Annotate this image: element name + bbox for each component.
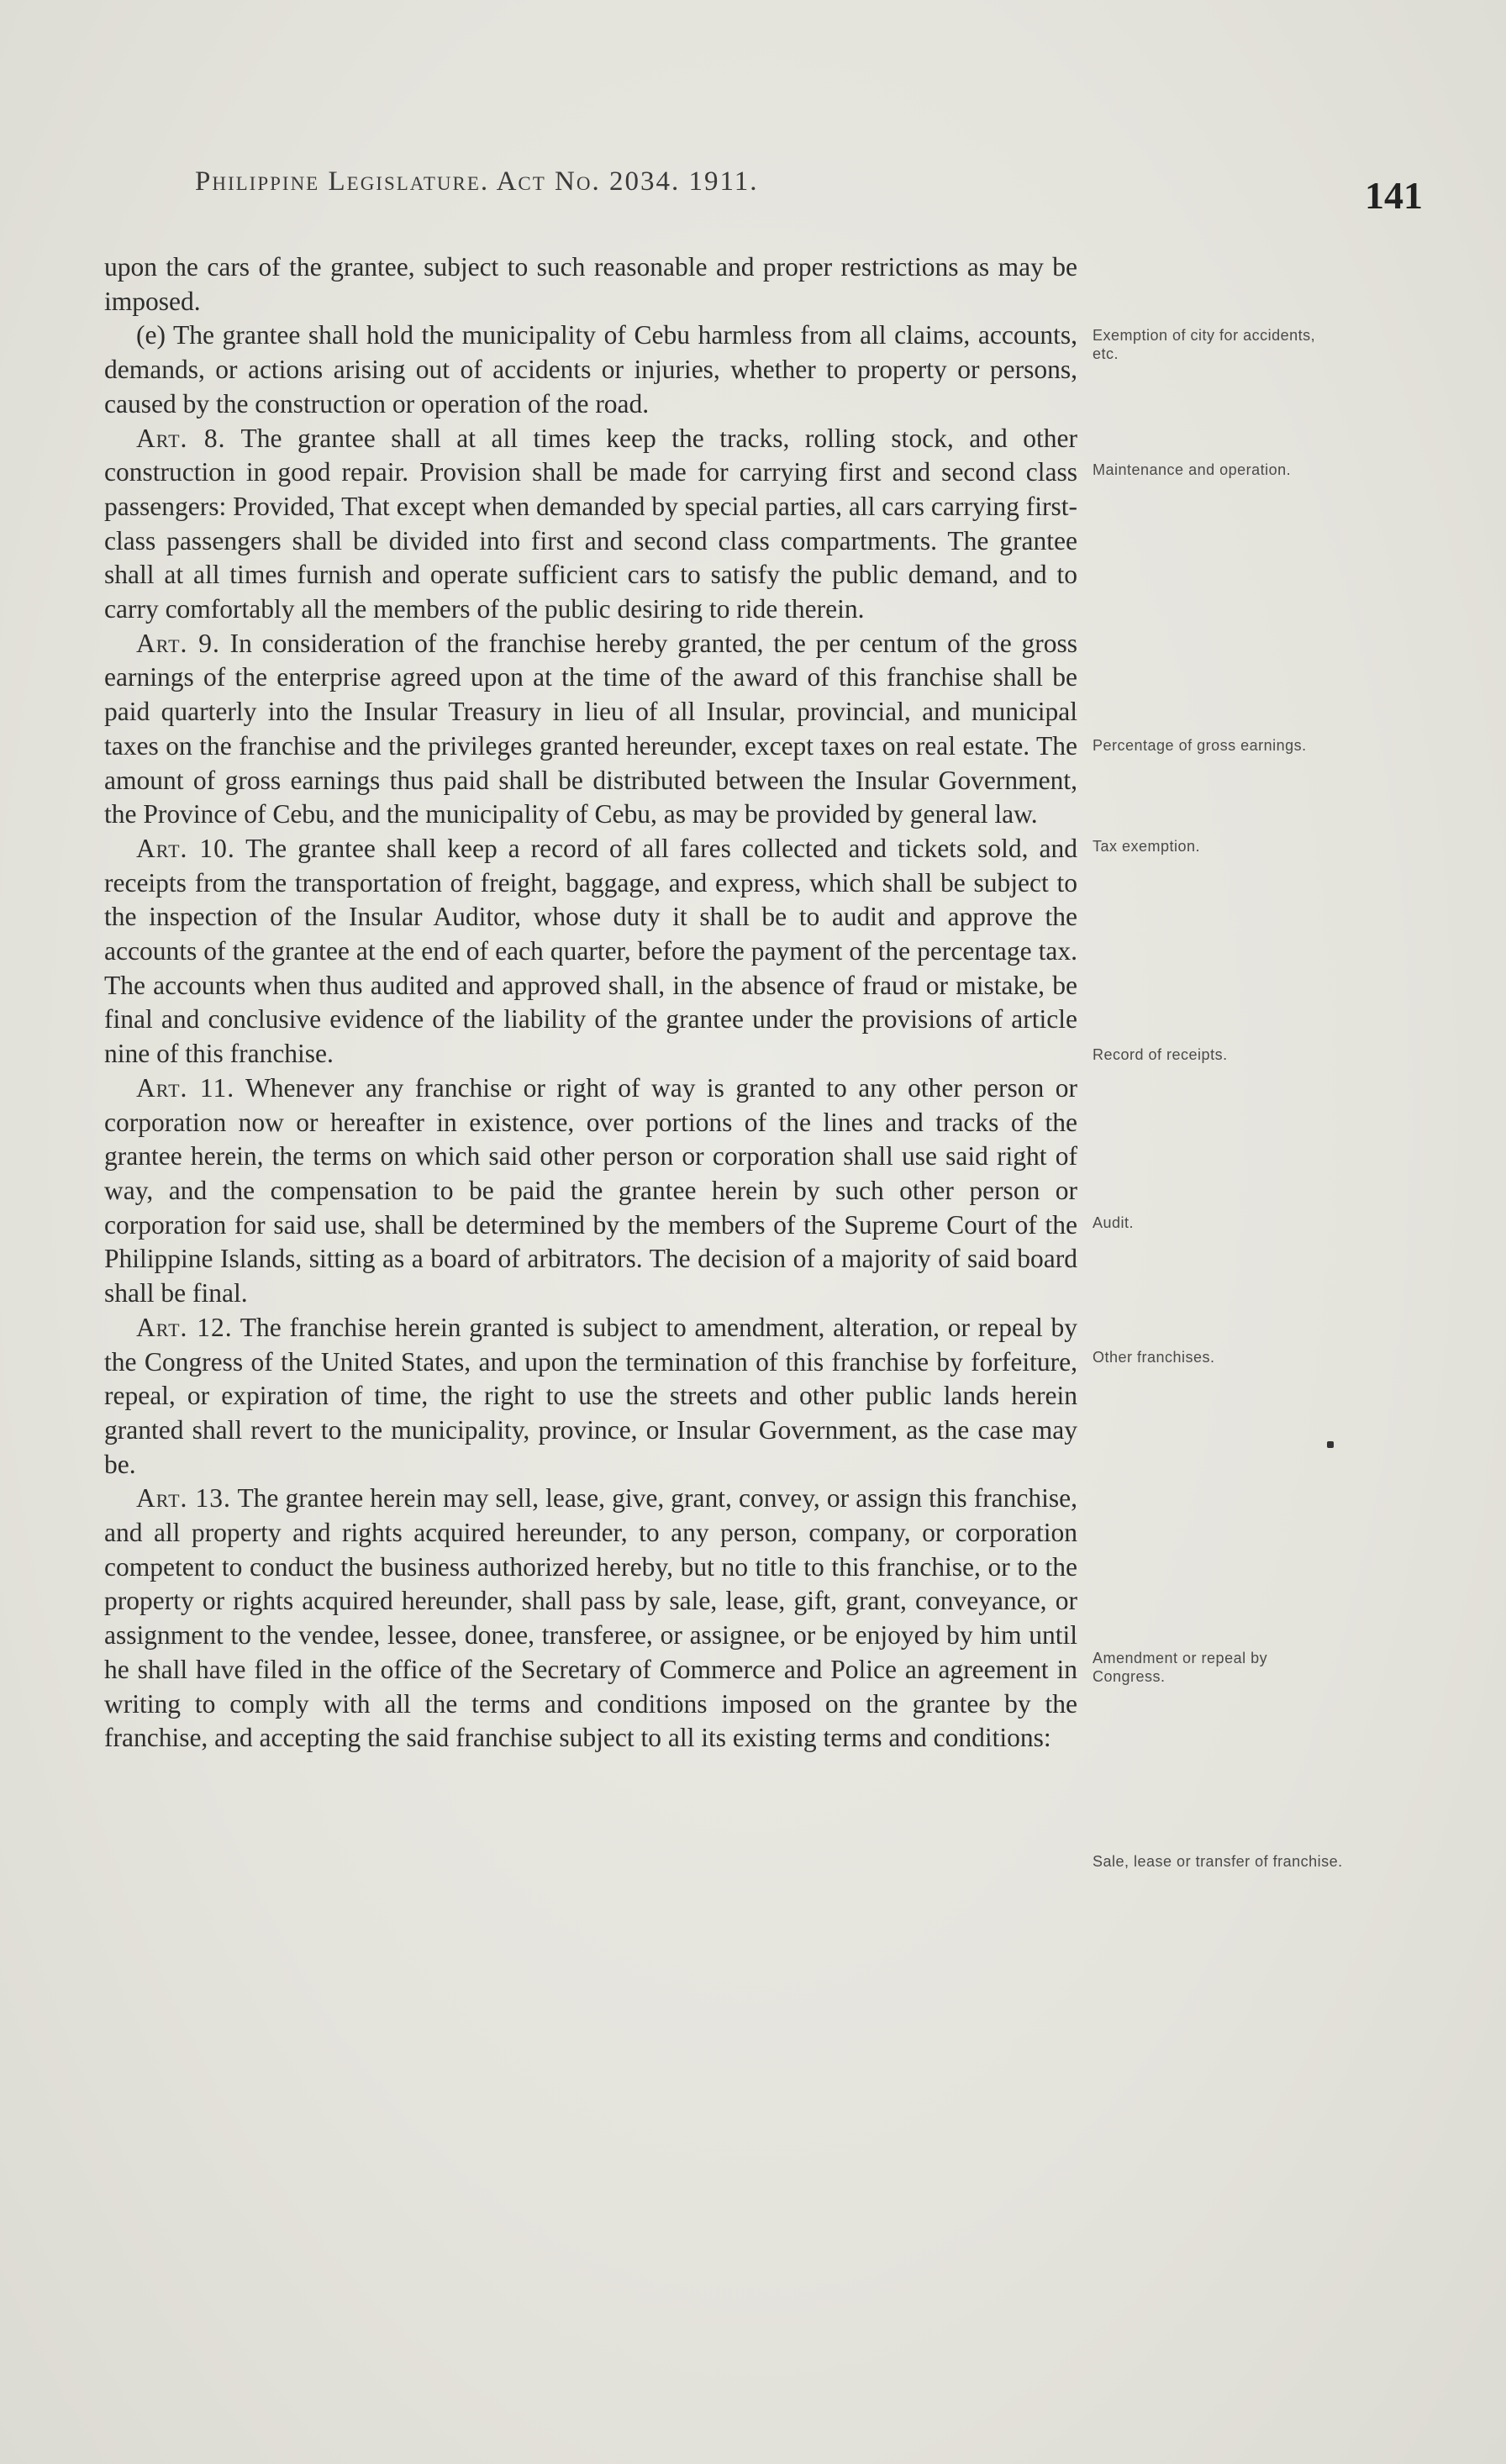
article-8-text: The grantee shall at all times keep the tracks, rolling stock, and other construction in good repair. Provision shall be made for carrying first and second class passengers: Provided, That except when demanded by special parties, all cars carrying first-class passengers shall be divided into first and second class compartments. The grantee shall at all times furnish and operate sufficient cars to satisfy the public demand, and to carry comfortably all the members of the public desiring to ride therein. (104, 423, 1077, 624)
article-13-text: The grantee herein may sell, lease, give, grant, convey, or assign this franchise, and all property and rights acquired hereunder, to any person, company, or corporation competent to conduct the business authorized hereby, but no title to this franchise, or to the property or rights acquired hereunder, shall pass by sale, lease, gift, grant, conveyance, or assignment to the vendee, lessee, donee, transferee, or assignee, or be enjoyed by him until he shall have filed in the office of the Secretary of Commerce and Police an agreement in writing to comply with all the terms and conditions imposed on the grantee by the franchise, and accepting the said franchise subject to all its existing terms and conditions: (104, 1483, 1078, 1753)
article-12-text: The franchise herein granted is subject to amendment, alteration, or repeal by the Congress of the United States, and upon the termination of this franchise by forfeiture, repeal, or expiration of time, the right to use the streets and other public lands herein granted shall revert to the municipality, province, or Insular Government, as the case may be. (104, 1312, 1077, 1479)
article-13 (104, 1482, 1077, 1756)
article-13-label: Art. 13. (136, 1483, 231, 1514)
side-note-amendment: Amendment or repeal by Congress. (1093, 1650, 1268, 1685)
article-12 (104, 1311, 1077, 1482)
article-10-label: Art. 10. (136, 833, 235, 863)
ink-speck (1327, 1441, 1334, 1448)
side-note-exemption: Exemption of city for accidents, etc. (1093, 327, 1316, 362)
article-11-text: Whenever any franchise or right of way is granted to any other person or corporation now or hereafter in existence, over portions of the lines and tracks of the grantee herein, the terms on which said other person or corporation shall use said right of way, and the compensation to be paid the grantee herein by such other person or corporation for said use, shall be determined by the members of the Supreme Court of the Philippine Islands, sitting as a board of arbitrators. The decision of a majority of said board shall be final. (104, 1072, 1077, 1308)
side-note-audit: Audit. (1093, 1214, 1135, 1231)
body-text (104, 250, 1077, 1756)
article-10 (104, 832, 1077, 1071)
side-note-record: Record of receipts. (1093, 1046, 1228, 1063)
article-9-label: Art. 9. (136, 628, 220, 658)
article-9 (104, 627, 1077, 832)
article-12-label: Art. 12. (136, 1312, 233, 1342)
article-8 (104, 422, 1077, 627)
paragraph-e: (e) The grantee shall hold the municipality of Cebu harmless from all claims, accounts, demands, or actions arising out of accidents or injuries, whether to property or persons, caused by the construction or operation of the road. (104, 320, 1077, 419)
article-8-label: Art. 8. (136, 423, 226, 453)
article-9-text: In consideration of the franchise hereby granted, the per centum of the gross earnings of the enterprise agreed upon at the time of the award of this franchise shall be paid quarterly into the Insular Treasury in lieu of all Insular, provincial, and municipal taxes on the franchise and the privileges granted hereunder, except taxes on real estate. The amount of gross earnings thus paid shall be distributed between the Insular Government, the Province of Cebu, and the municipality of Cebu, as may be provided by general law. (104, 628, 1077, 829)
side-note-tax: Tax exemption. (1093, 838, 1201, 855)
side-note-other: Other franchises. (1093, 1349, 1215, 1366)
side-note-maintenance: Maintenance and operation. (1093, 461, 1292, 478)
article-11 (104, 1071, 1077, 1311)
article-11-label: Art. 11. (136, 1072, 235, 1103)
side-note-sale: Sale, lease or transfer of franchise. (1093, 1853, 1343, 1870)
side-note-percentage: Percentage of gross earnings. (1093, 737, 1307, 754)
article-10-text: The grantee shall keep a record of all fares collected and tickets sold, and receipts from the transportation of freight, baggage, and express, which shall be subject to the inspection of the Insular Auditor, whose duty it shall be to audit and approve the accounts of the grantee at the end of each quarter, before the payment of the percentage tax. The accounts when thus audited and approved shall, in the absence of fraud or mistake, be final and conclusive evidence of the liability of the grantee under the provisions of article nine of this franchise. (104, 833, 1077, 1069)
paragraph-continuation: upon the cars of the grantee, subject to such reasonable and proper restrictions as may be imposed. (104, 252, 1077, 316)
page-number: 141 (1365, 174, 1423, 217)
running-head: Philippine Legislature. Act No. 2034. 1911. (195, 166, 759, 197)
